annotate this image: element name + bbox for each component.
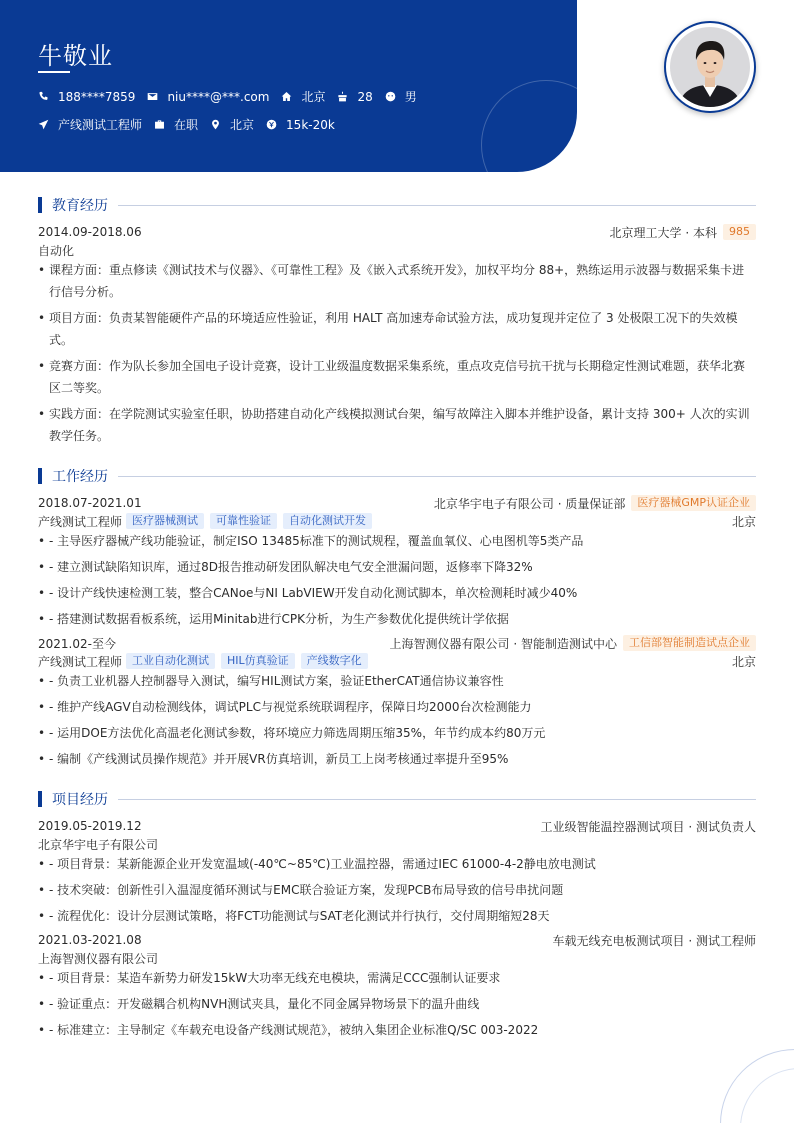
section-divider [118, 205, 756, 206]
job-role: 产线测试工程师 [38, 654, 123, 669]
education-major: 自动化 [38, 243, 75, 258]
location-text: 北京 [301, 90, 326, 104]
section-divider [118, 476, 756, 477]
list-item: • - 流程优化：设计分层测试策略，将FCT功能测试与SAT老化测试并行执行，交付周期缩短28天 [38, 905, 756, 927]
project-company: 北京华宇电子有限公司 [38, 837, 159, 852]
project-company-row [38, 835, 756, 853]
list-item: • 实践方面：在学院测试实验室任职，协助搭建自动化产线模拟测试台架，编写故障注入脚本并维护设备，累计支持 300+ 人次的实训教学任务。 [38, 403, 756, 447]
email-item [147, 90, 269, 104]
list-item: • - 标准建立：主导制定《车载充电设备产线测试规范》，被纳入集团企业标准Q/SC 003-2022 [38, 1019, 756, 1041]
project-company-row [38, 949, 756, 967]
skill-tag: 可靠性验证 [210, 513, 277, 529]
education-header-row [38, 223, 756, 241]
project-date: 2021.03-2021.08 [38, 933, 142, 947]
list-item: • - 项目背景：某新能源企业开发宽温域(-40℃~85℃)工业温控器，需通过IEC 61000-4-2静电放电测试 [38, 853, 756, 875]
list-item: • - 设计产线快速检测工装，整合CANoe与NI LabVIEW开发自动化测试脚本，单次检测耗时减少40% [38, 582, 756, 604]
job-date: 2021.02-至今 [38, 636, 116, 651]
job-role-row [38, 652, 756, 670]
job-city: 北京 [731, 514, 756, 529]
list-item: • 项目方面：负责某智能硬件产品的环境适应性验证，利用 HALT 高加速寿命试验方法，成功复现并定位了 3 处极限工况下的失效模式。 [38, 307, 756, 351]
list-item: • - 项目背景：某造车新势力研发15kW大功率无线充电模块，需满足CCC强制认证要求 [38, 967, 756, 989]
briefcase-icon [154, 119, 165, 130]
list-item: • - 运用DOE方法优化高温老化测试参数，将环境应力筛选周期压缩35%，年节约成本约80万元 [38, 722, 756, 744]
salary-text: 15k-20k [286, 117, 335, 132]
gender-text: 男 [404, 90, 417, 104]
section-education-head [38, 196, 756, 214]
section-title: 工作经历 [52, 469, 108, 485]
list-item: • 课程方面：重点修读《测试技术与仪器》、《可靠性工程》及《嵌入式系统开发》，加权平均分 88+，熟练运用示波器与数据采集卡进行信号分析。 [38, 259, 756, 303]
age-item [337, 90, 372, 104]
list-item: • 竞赛方面：作为队长参加全国电子设计竞赛，设计工业级温度数据采集系统，重点攻克信号抗干扰与长期稳定性测试难题，获华北赛区二等奖。 [38, 355, 756, 399]
mail-icon [147, 91, 158, 102]
phone-text: 188****7859 [58, 89, 136, 104]
avatar [670, 27, 750, 107]
project-date: 2019.05-2019.12 [38, 819, 142, 833]
status-text: 在职 [174, 118, 199, 132]
section-divider [118, 799, 756, 800]
job-company: 北京华宇电子有限公司 · 质量保证部 [433, 496, 626, 511]
gender-icon [385, 91, 396, 102]
skill-tag: 工业自动化测试 [126, 653, 215, 669]
section-work-head [38, 467, 756, 485]
list-item: • - 主导医疗器械产线功能验证，制定ISO 13485标准下的测试规程，覆盖血氧仪、心电图机等5类产品 [38, 530, 756, 552]
project-name: 工业级智能温控器测试项目 · 测试负责人 [540, 819, 756, 834]
project-name: 车载无线充电板测试项目 · 测试工程师 [552, 933, 756, 948]
decorative-circle [481, 80, 577, 172]
section-title: 项目经历 [52, 792, 108, 808]
name-underline [38, 71, 70, 73]
project-header-row [38, 931, 756, 949]
list-item: • - 验证重点：开发磁耦合机构NVH测试夹具，量化不同金属异物场景下的温升曲线 [38, 993, 756, 1015]
project-header-row [38, 817, 756, 835]
section-marker [38, 468, 42, 484]
avatar-portrait [670, 27, 750, 107]
pin-icon [210, 119, 221, 130]
school-badge: 985 [723, 224, 756, 240]
section-marker [38, 197, 42, 213]
list-item: • - 建立测试缺陷知识库，通过8D报告推动研发团队解决电气安全泄漏问题，返修率下降32% [38, 556, 756, 578]
candidate-name: 牛敬业 [38, 42, 113, 70]
phone-item [38, 90, 135, 104]
skill-tag: 自动化测试开发 [283, 513, 372, 529]
contact-row [38, 88, 429, 105]
money-icon [266, 119, 277, 130]
phone-icon [38, 91, 49, 102]
skill-tag: 产线数字化 [301, 653, 368, 669]
target-city-text: 北京 [230, 118, 255, 132]
list-item: • - 维护产线AGV自动检测线体，调试PLC与视觉系统联调程序，保障日均2000台次检测能力 [38, 696, 756, 718]
list-item: • - 搭建测试数据看板系统，运用Minitab进行CPK分析，为生产参数优化提供统计学依据 [38, 608, 756, 630]
email-text: niu****@***.com [167, 89, 270, 104]
list-item: • - 编制《产线测试员操作规范》并开展VR仿真培训，新员工上岗考核通过率提升至95% [38, 748, 756, 770]
target-city-item [210, 116, 254, 133]
status-item [154, 116, 198, 133]
cake-icon [337, 91, 348, 102]
section-title: 教育经历 [52, 198, 108, 214]
list-item: • - 负责工业机器人控制器导入测试，编写HIL测试方案，验证EtherCAT通信协议兼容性 [38, 670, 756, 692]
location-item [281, 88, 325, 105]
gender-item [385, 88, 417, 105]
job-header-row [38, 634, 756, 652]
send-icon [38, 119, 49, 130]
job-header-row [38, 494, 756, 512]
job-role-row [38, 512, 756, 530]
skill-tag: 医疗器械测试 [126, 513, 204, 529]
job-role: 产线测试工程师 [38, 514, 123, 529]
education-major-row [38, 241, 756, 259]
avatar-frame [664, 21, 756, 113]
home-icon [281, 91, 292, 102]
list-item: • - 技术突破：创新性引入温湿度循环测试与EMC联合验证方案，发现PCB布局导致的信号串扰问题 [38, 879, 756, 901]
header-banner [0, 0, 577, 172]
salary-item [266, 118, 335, 132]
company-badge: 工信部智能制造试点企业 [623, 635, 756, 651]
skill-tag: HIL仿真验证 [221, 653, 295, 669]
job-target-text: 产线测试工程师 [58, 118, 143, 132]
education-date: 2014.09-2018.06 [38, 225, 142, 239]
job-city: 北京 [731, 654, 756, 669]
job-date: 2018.07-2021.01 [38, 496, 142, 510]
company-badge: 医疗器械GMP认证企业 [631, 495, 756, 511]
section-marker [38, 791, 42, 807]
section-projects-head [38, 790, 756, 808]
job-target-item [38, 116, 142, 133]
job-company: 上海智测仪器有限公司 · 智能制造测试中心 [389, 636, 617, 651]
intention-row [38, 116, 347, 133]
age-text: 28 [357, 89, 373, 104]
education-school: 北京理工大学 · 本科 [609, 225, 717, 240]
project-company: 上海智测仪器有限公司 [38, 951, 159, 966]
